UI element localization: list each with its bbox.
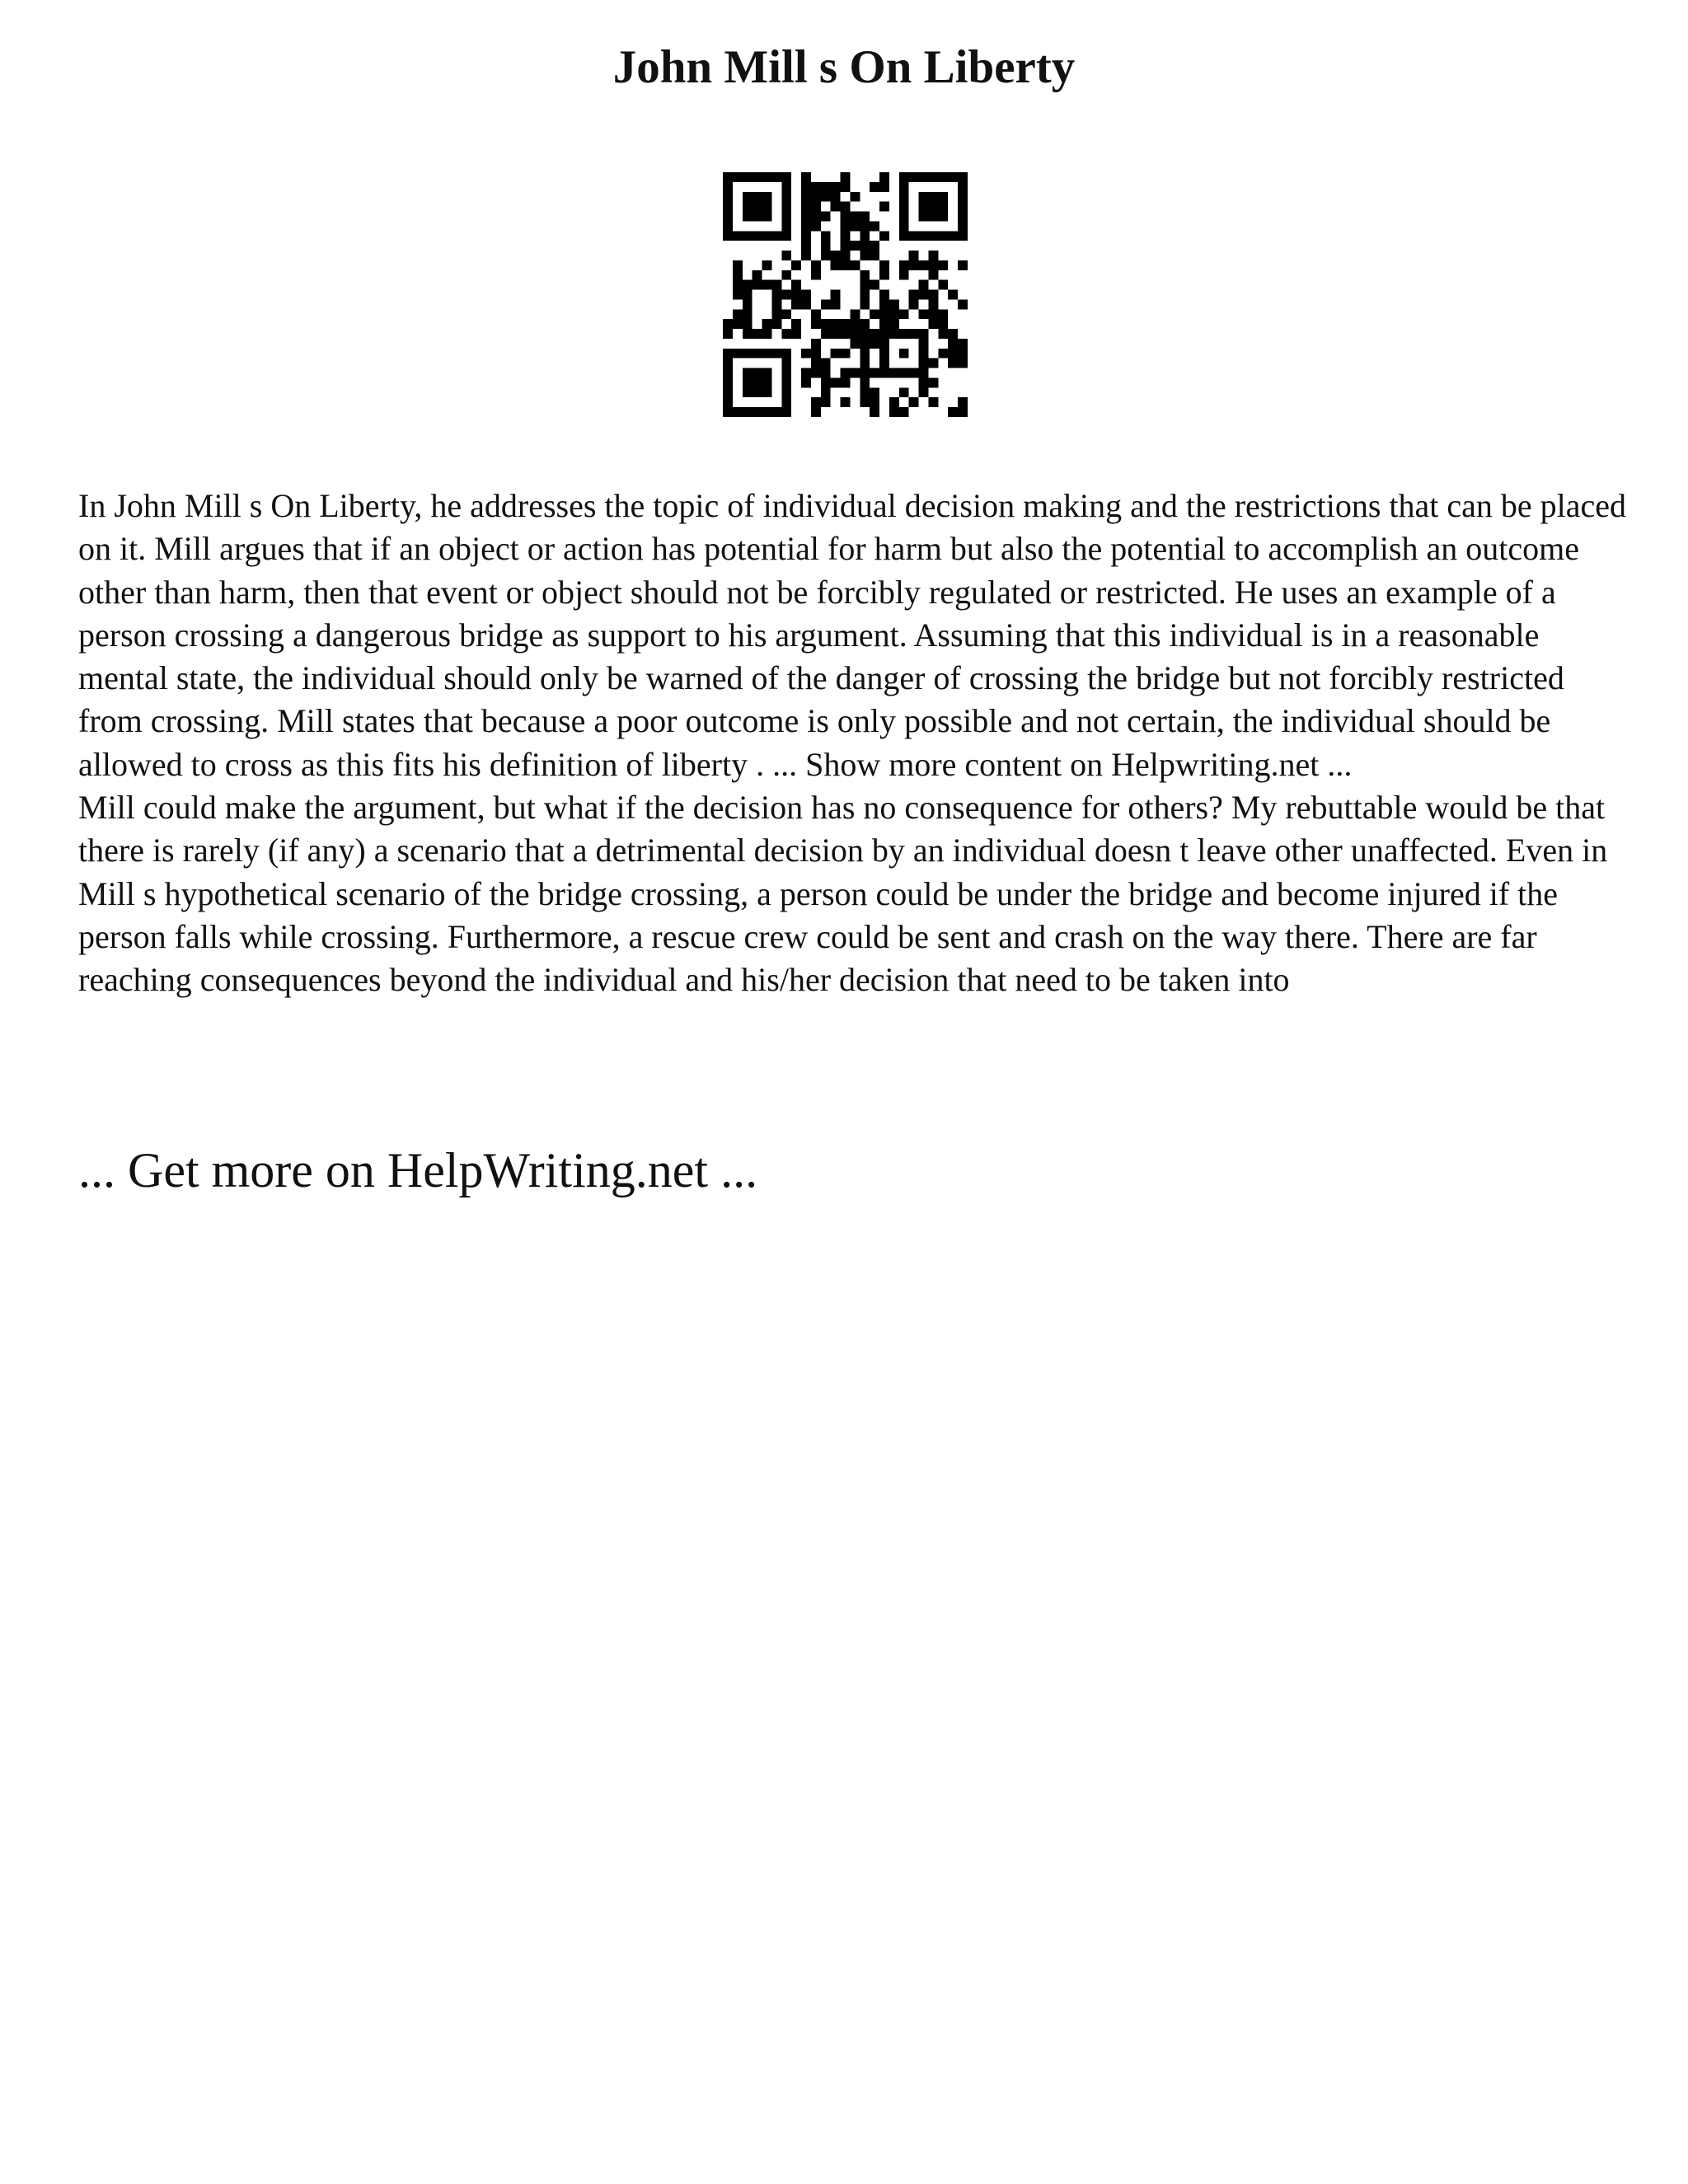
paragraph-1: In John Mill s On Liberty, he addresses the topic of individual decision making and the restrictions that can be placed on it. Mill argues that if an object or action has potential for harm but also the potential to accomplish an outcome other than harm, then that event or object should not be forcibly regulated or restricted. He uses an example of a person crossing a dangerous bridge as support to his argument. Assuming that this individual is in a reasonable mental state, the individual should only be warned of the danger of crossing the bridge but not forcibly restricted from crossing. Mill states that because a poor outcome is only possible and not certain, the individual should be allowed to cross as this fits his definition of liberty . ... Show more content on Helpwriting.net ...	[78, 487, 1627, 783]
article-body	[78, 485, 1628, 1002]
paragraph-2: Mill could make the argument, but what if the decision has no consequence for others? My rebuttable would be that there is rarely (if any) a scenario that a detrimental decision by an individual doesn t leave other unaffected. Even in Mill s hypothetical scenario of the bridge crossing, a person could be under the bridge and become injured if the person falls while crossing. Furthermore, a rescue crew could be sent and crash on the way there. There are far reaching consequences beyond the individual and his/her decision that need to be taken into	[78, 789, 1608, 999]
qr-code-icon	[723, 172, 968, 417]
page-title: John Mill s On Liberty	[612, 41, 1076, 93]
get-more-link[interactable]: ... Get more on HelpWriting.net ...	[78, 1143, 758, 1197]
